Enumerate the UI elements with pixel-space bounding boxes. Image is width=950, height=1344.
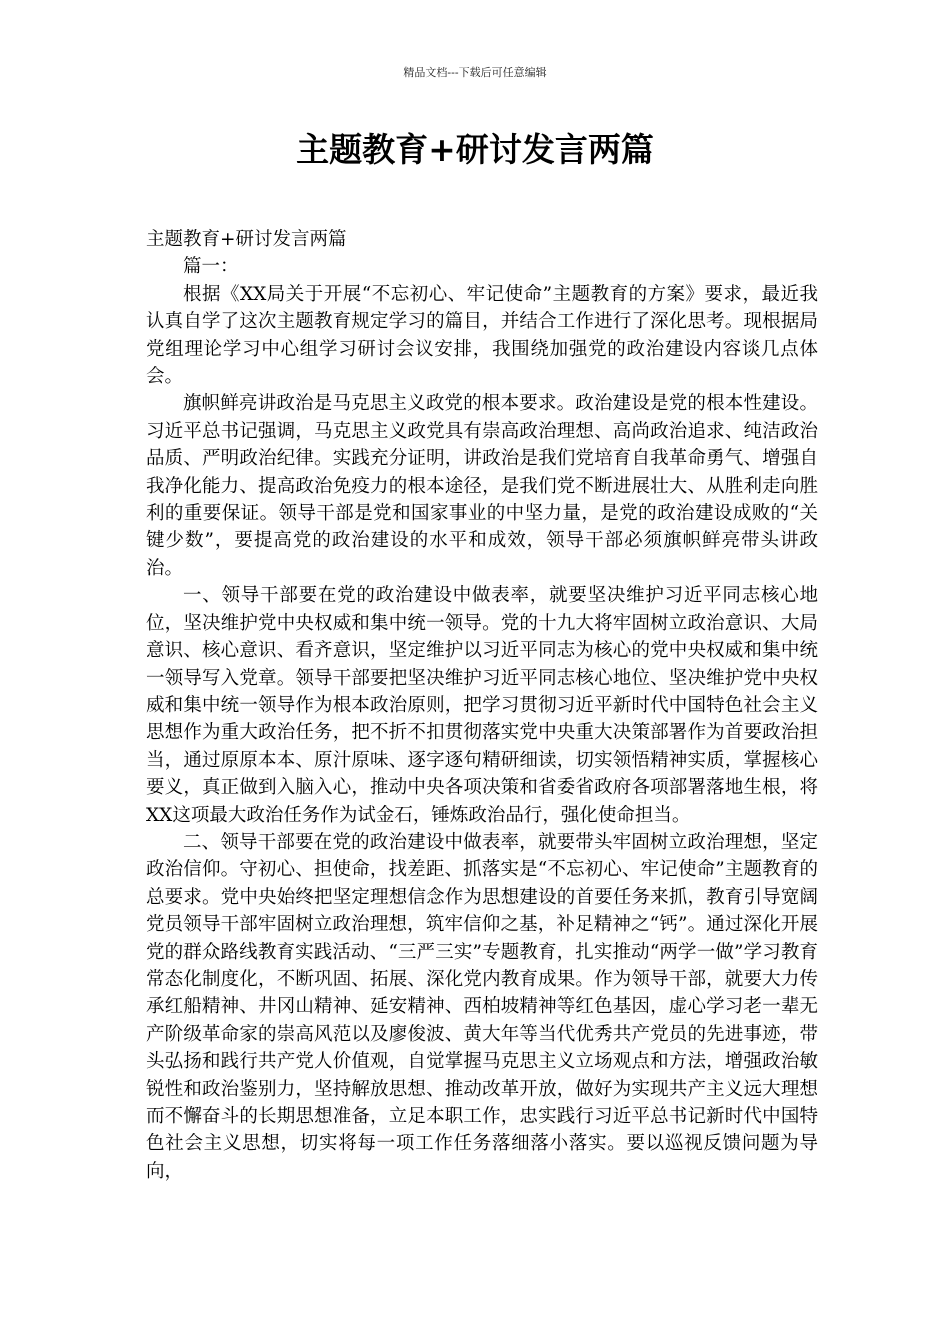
paragraph-point-one: 一、领导干部要在党的政治建设中做表率，就要坚决维护习近平同志核心地位，坚决维护党中央权威和集中统一领导。党的十九大将牢固树立政治意识、大局意识、核心意识、看齐意识，坚定维护以习近平同志为核心的党中央权威和集中统一领导写入党章。领导干部要把坚决维护习近平同志核心地位、坚决维护党中央权威和集中统一领导作为根本政治原则，把学习贯彻习近平新时代中国特色社会主义思想作为重大政治任务，把不折不扣贯彻落实党中央重大决策部署作为首要政治担当，通过原原本本、原汁原味、逐字逐句精研细读，切实领悟精神实质，掌握核心要义，真正做到入脑入心，推动中央各项决策和省委省政府各项部署落地生根，将XX这项最大政治任务作为试金石，锤炼政治品行，强化使命担当。 bbox=[146, 585, 818, 826]
header-note: 精品文档---下载后可任意编辑 bbox=[403, 66, 547, 79]
section-label: 篇一： bbox=[183, 256, 239, 278]
document-body bbox=[146, 226, 818, 1185]
paragraph-point-two: 二、领导干部要在党的政治建设中做表率，就要带头牢固树立政治理想，坚定政治信仰。守初心、担使命，找差距、抓落实是“不忘初心、牢记使命”主题教育的总要求。党中央始终把坚定理想信念作为思想建设的首要任务来抓，教育引导宽阔党员领导干部牢固树立政治理想，筑牢信仰之基，补足精神之“钙”。通过深化开展党的群众路线教育实践活动、“三严三实”专题教育，扎实推动“两学一做”学习教育常态化制度化，不断巩固、拓展、深化党内教育成果。作为领导干部，就要大力传承红船精神、井冈山精神、延安精神、西柏坡精神等红色基因，虚心学习老一辈无产阶级革命家的崇高风范以及廖俊波、黄大年等当代优秀共产党员的先进事迹，带头弘扬和践行共产党人价值观，自觉掌握马克思主义立场观点和方法，增强政治敏锐性和政治鉴别力，坚持解放思想、推动改革开放，做好为实现共产主义远大理想而不懈奋斗的长期思想准备，立足本职工作，忠实践行习近平总书记新时代中国特色社会主义思想，切实将每一项工作任务落细落小落实。要以巡视反馈问题为导向， bbox=[146, 831, 818, 1182]
paragraph-intro: 根据《XX局关于开展“不忘初心、牢记使命”主题教育的方案》要求，最近我认真自学了这次主题教育规定学习的篇目，并结合工作进行了深化思考。现根据局党组理论学习中心组学习研讨会议安排，我围绕加强党的政治建设内容谈几点体会。 bbox=[146, 283, 818, 388]
paragraph-politics: 旗帜鲜亮讲政治是马克思主义政党的根本要求。政治建设是党的根本性建设。习近平总书记强调，马克思主义政党具有崇高政治理想、高尚政治追求、纯洁政治品质、严明政治纪律。实践充分证明，讲政治是我们党培育自我革命勇气、增强自我净化能力、提高政治免疫力的根本途径，是我们党不断进展壮大、从胜利走向胜利的重要保证。领导干部是党和国家事业的中坚力量，是党的政治建设成败的“关键少数”，要提高党的政治建设的水平和成效，领导干部必须旗帜鲜亮带头讲政治。 bbox=[146, 393, 818, 579]
document-title: 主题教育+研讨发言两篇 bbox=[296, 130, 654, 169]
subtitle: 主题教育+研讨发言两篇 bbox=[146, 229, 347, 250]
